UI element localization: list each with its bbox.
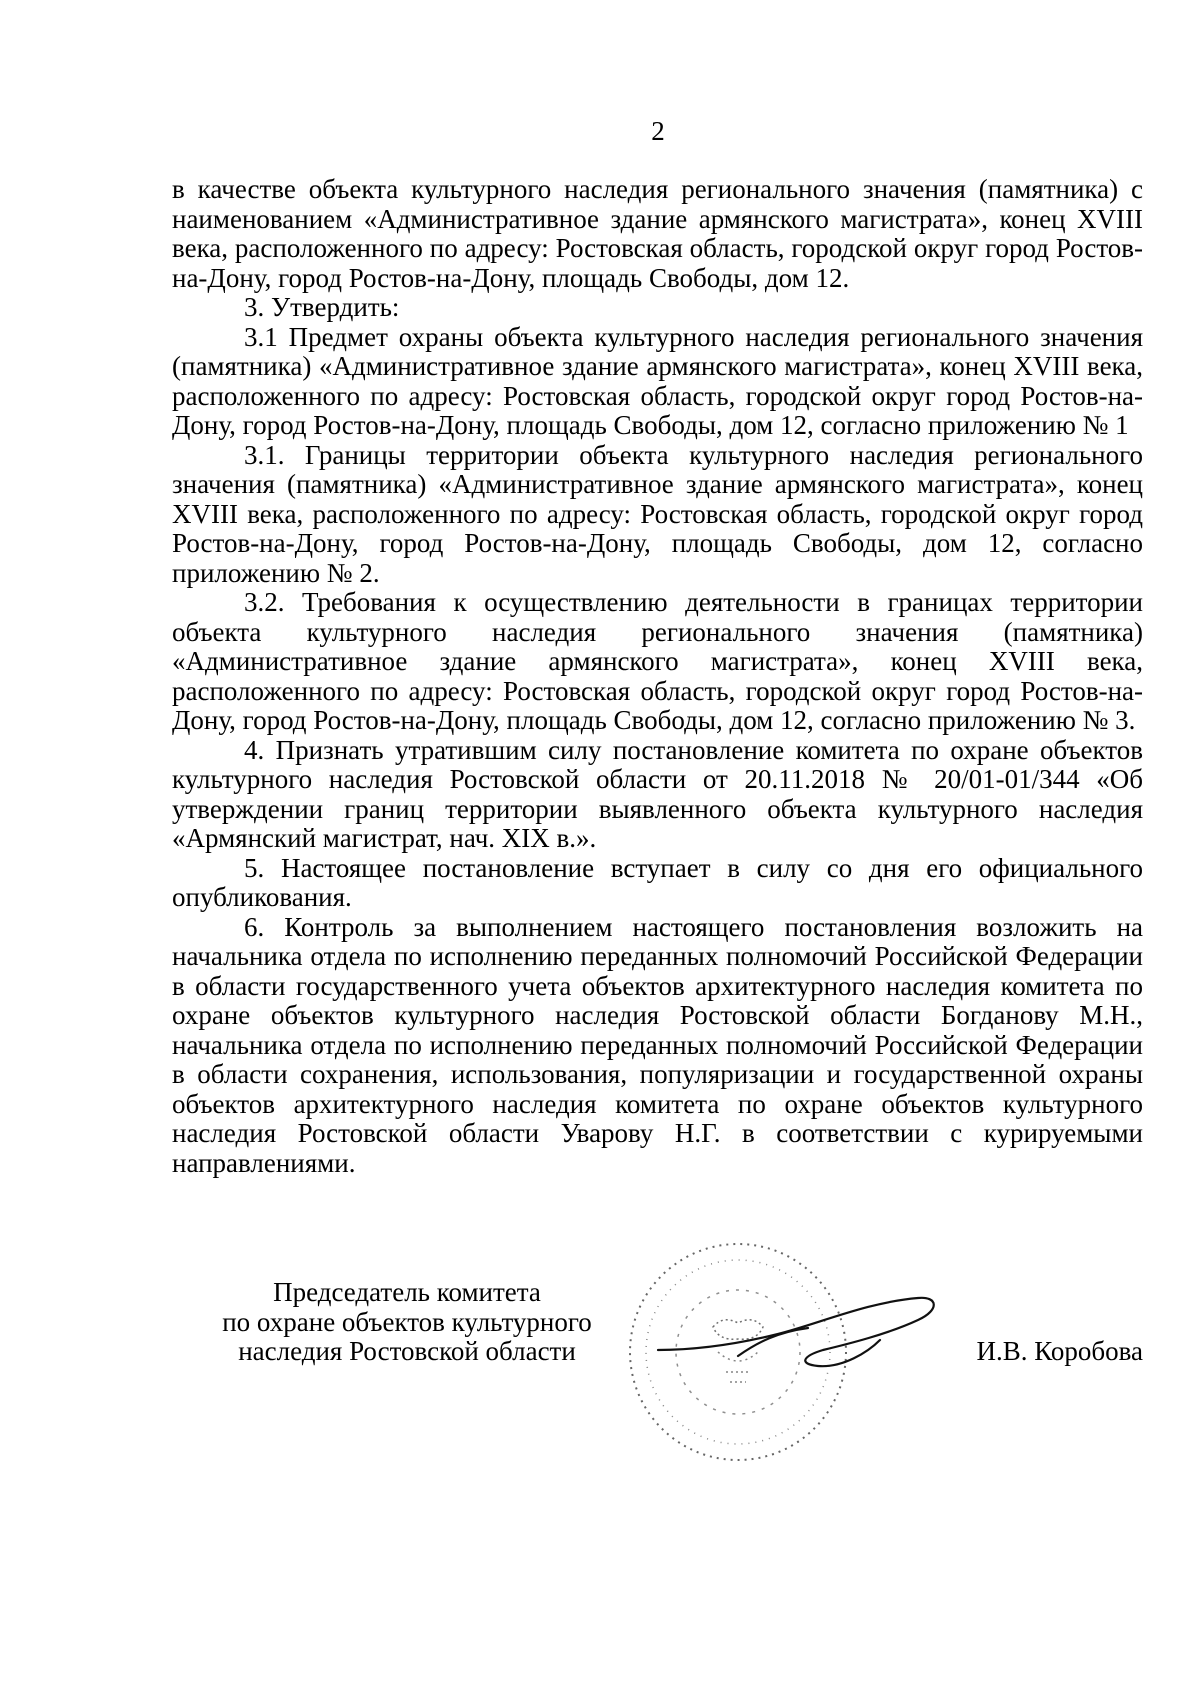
signer-position-line: Председатель комитета [273, 1277, 541, 1307]
signer-position [202, 1278, 612, 1367]
paragraph-3-2-requirements: 3.2. Требования к осуществлению деятельности в границах территории объекта культурного наследия регионального значения (памятника) «Административное здание армянского магистрата», конец XVIII века, расположенного по адресу: Ростовская область, городской округ город Ростов-на-Дону, город Ростов-на-Дону, площадь Свободы, дом 12, согласно приложению № 3. [172, 587, 1143, 735]
signer-position-line: наследия Ростовской области [238, 1336, 576, 1366]
document-body [172, 175, 1143, 1178]
paragraph-3-1-territory-borders: 3.1. Границы территории объекта культурного наследия регионального значения (памятника) «Административное здание армянского магистрата», конец XVIII века, расположенного по адресу: Ростовская область, городской округ город Ростов-на-Дону, город Ростов-на-Дону, площадь Свободы, дом 12, согласно приложению № 2. [172, 439, 1143, 588]
paragraph-5-effective: 5. Настоящее постановление вступает в силу со дня его официального опубликования. [172, 852, 1143, 912]
paragraph-continuation: в качестве объекта культурного наследия регионального значения (памятника) с наименованием «Административное здание армянского магистрата», конец XVIII века, расположенного по адресу: Ростовская область, городской округ город Ростов-на-Дону, город Ростов-на-Дону, площадь Свободы, дом 12. [172, 174, 1143, 293]
signature-block [172, 1278, 1143, 1398]
paragraph-3: 3. Утвердить: [244, 292, 400, 322]
signer-position-line: по охране объектов культурного [222, 1306, 592, 1337]
signer-name: И.В. Коробова [976, 1336, 1143, 1366]
page-number: 2 [651, 116, 665, 146]
paragraph-3-1-protection-subject: 3.1 Предмет охраны объекта культурного наследия регионального значения (памятника) «Административное здание армянского магистрата», конец XVIII века, расположенного по адресу: Ростовская область, городской округ город Ростов-на-Дону, город Ростов-на-Дону, площадь Свободы, дом 12, согласно приложению № 1 [172, 321, 1143, 440]
paragraph-4-repeal: 4. Признать утратившим силу постановление комитета по охране объектов культурного наследия Ростовской области от 20.11.2018 № 20/01-01/344 «Об утверждении границ территории выявленного объекта культурного наследия «Армянский магистрат, нач. XIX в.». [172, 734, 1143, 853]
paragraph-6-control: 6. Контроль за выполнением настоящего постановления возложить на начальника отдела по исполнению переданных полномочий Российской Федерации в области государственного учета объектов архитектурного наследия комитета по охране объектов культурного наследия Ростовской области Богданову М.Н., начальника отдела по исполнению переданных полномочий Российской Федерации в области сохранения, использования, популяризации и государственной охраны объектов архитектурного наследия комитета по охране объектов культурного наследия Ростовской области Уварову Н.Г. в соответствии с курируемыми направлениями. [172, 911, 1143, 1178]
